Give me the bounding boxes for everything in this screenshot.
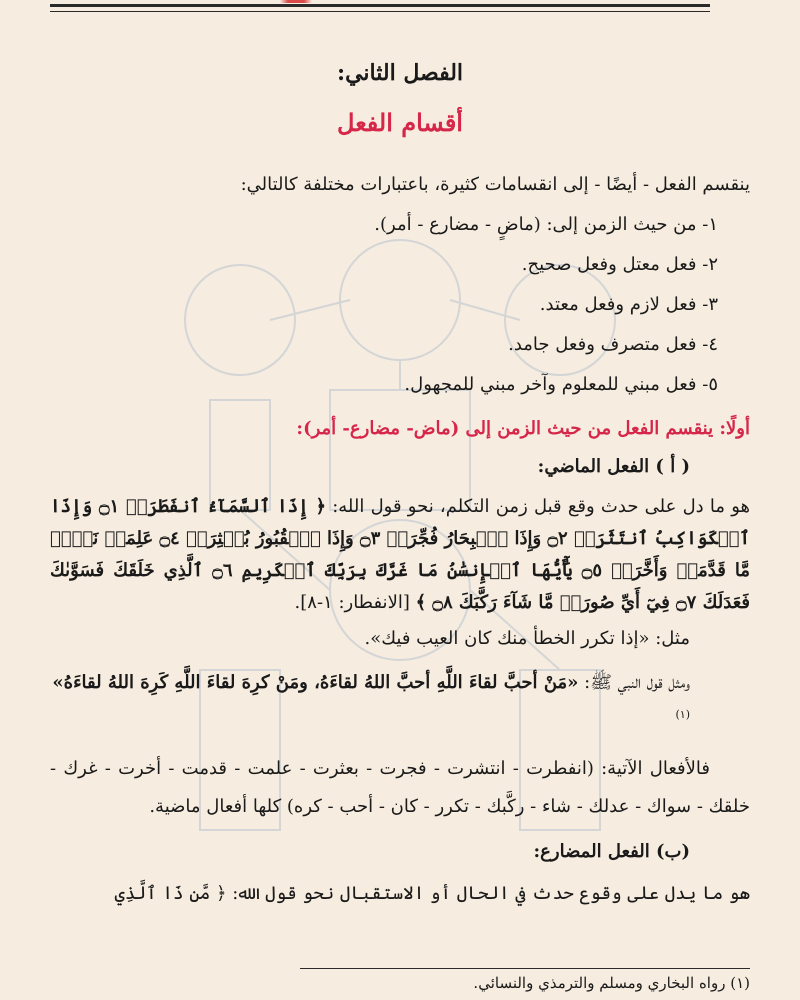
footnote: (١) رواه البخاري ومسلم والترمذي والنسائي. <box>473 974 750 992</box>
list-item: ٣- فعل لازم وفعل معتد. <box>539 294 718 315</box>
list-item: ٥- فعل مبني للمعلوم وآخر مبني للمجهول. <box>404 374 718 395</box>
chapter-label: الفصل الثاني: <box>336 60 464 86</box>
divisions-list <box>50 205 750 405</box>
list-item: ١- من حيث الزمن إلى: (ماضٍ - مضارع - أمر). <box>374 214 718 235</box>
footnote-rule <box>300 968 750 969</box>
past-tense-heading: ( أ ) الفعل الماضي: <box>537 456 690 477</box>
header-rule-thin <box>50 11 710 12</box>
quran-verse: ﴿ إِذَا ٱلسَّمَآءُ ٱنفَطَرَتۡ ۝١ وَإِذَا ٱلۡكَوَاكِبُ ٱنتَثَرَتۡ ۝٢ وَإِذَا ٱلۡبِحَارُ فُجِّرَتۡ ۝٣ وَإِذَا ٱلۡقُبُورُ بُعۡثِرَتۡ ۝٤ عَلِمَتۡ نَفۡسٞ مَّا قَدَّمَتۡ وَأَخَّرَتۡ ۝٥ يَٰٓأَيُّهَا ٱلۡإِنسَٰنُ مَا غَرَّكَ بِرَبِّكَ ٱلۡكَرِيمِ ۝٦ ٱلَّذِي خَلَقَكَ فَسَوَّىٰكَ فَعَدَلَكَ ۝٧ فِيٓ أَيِّ صُورَةٖ مَّا شَآءَ رَكَّبَكَ ۝٨ ﴾ <box>50 496 750 613</box>
past-definition-text: هو ما دل على حدث وقع قبل زمن التكلم، نحو قول الله: <box>332 496 750 517</box>
list-item: ٤- فعل متصرف وفعل جامد. <box>508 334 718 355</box>
hadith-text: «مَنْ أحبَّ لقاءَ اللَّهِ أحبَّ اللهُ لقاءَهُ، ومَنْ كرِهَ لقاءَ اللَّهِ كَرِهَ اللهُ لقاءَهُ» <box>52 672 579 693</box>
past-verbs-list: فالأفعال الآتية: (انفطرت - انتشرت - فجرت - بعثرت - علمت - قدمت - أخرت - غرك - خلقك - سواك - عدلك - شاء - ركَّبك - تكرر - كان - أحب - كره) كلها أفعال ماضية. <box>50 758 750 817</box>
intro-paragraph: ينقسم الفعل - أيضًا - إلى انقسامات كثيرة، باعتبارات مختلفة كالتالي: <box>240 174 750 195</box>
page-body <box>50 60 750 914</box>
example-hadith <box>50 667 690 736</box>
header-rule <box>50 4 710 7</box>
present-tense-heading: (ب) الفعل المضارع: <box>533 841 690 862</box>
list-item: ٢- فعل معتل وفعل صحيح. <box>521 254 718 275</box>
footnote-mark: (١) <box>675 708 690 721</box>
hadith-intro: ومثل قول النبي ﷺ: <box>584 672 690 693</box>
verse-reference: [الانفطار: ١-٨]. <box>294 592 410 613</box>
top-edge-mark <box>0 0 800 3</box>
chapter-title: أقسام الفعل <box>337 108 463 137</box>
past-definition <box>50 491 750 619</box>
present-definition: هو ما يدل على وقوع حدث في الحال أو الاستقبال نحو قول الله: ﴿ مَّن ذَا ٱلَّذِي <box>114 883 750 904</box>
section-heading-time: أولًا: ينقسم الفعل من حيث الزمن إلى (ماض- مضارع- أمر): <box>296 418 750 439</box>
example-proverb: مثل: «إذا تكرر الخطأ منك كان العيب فيك». <box>364 628 690 649</box>
